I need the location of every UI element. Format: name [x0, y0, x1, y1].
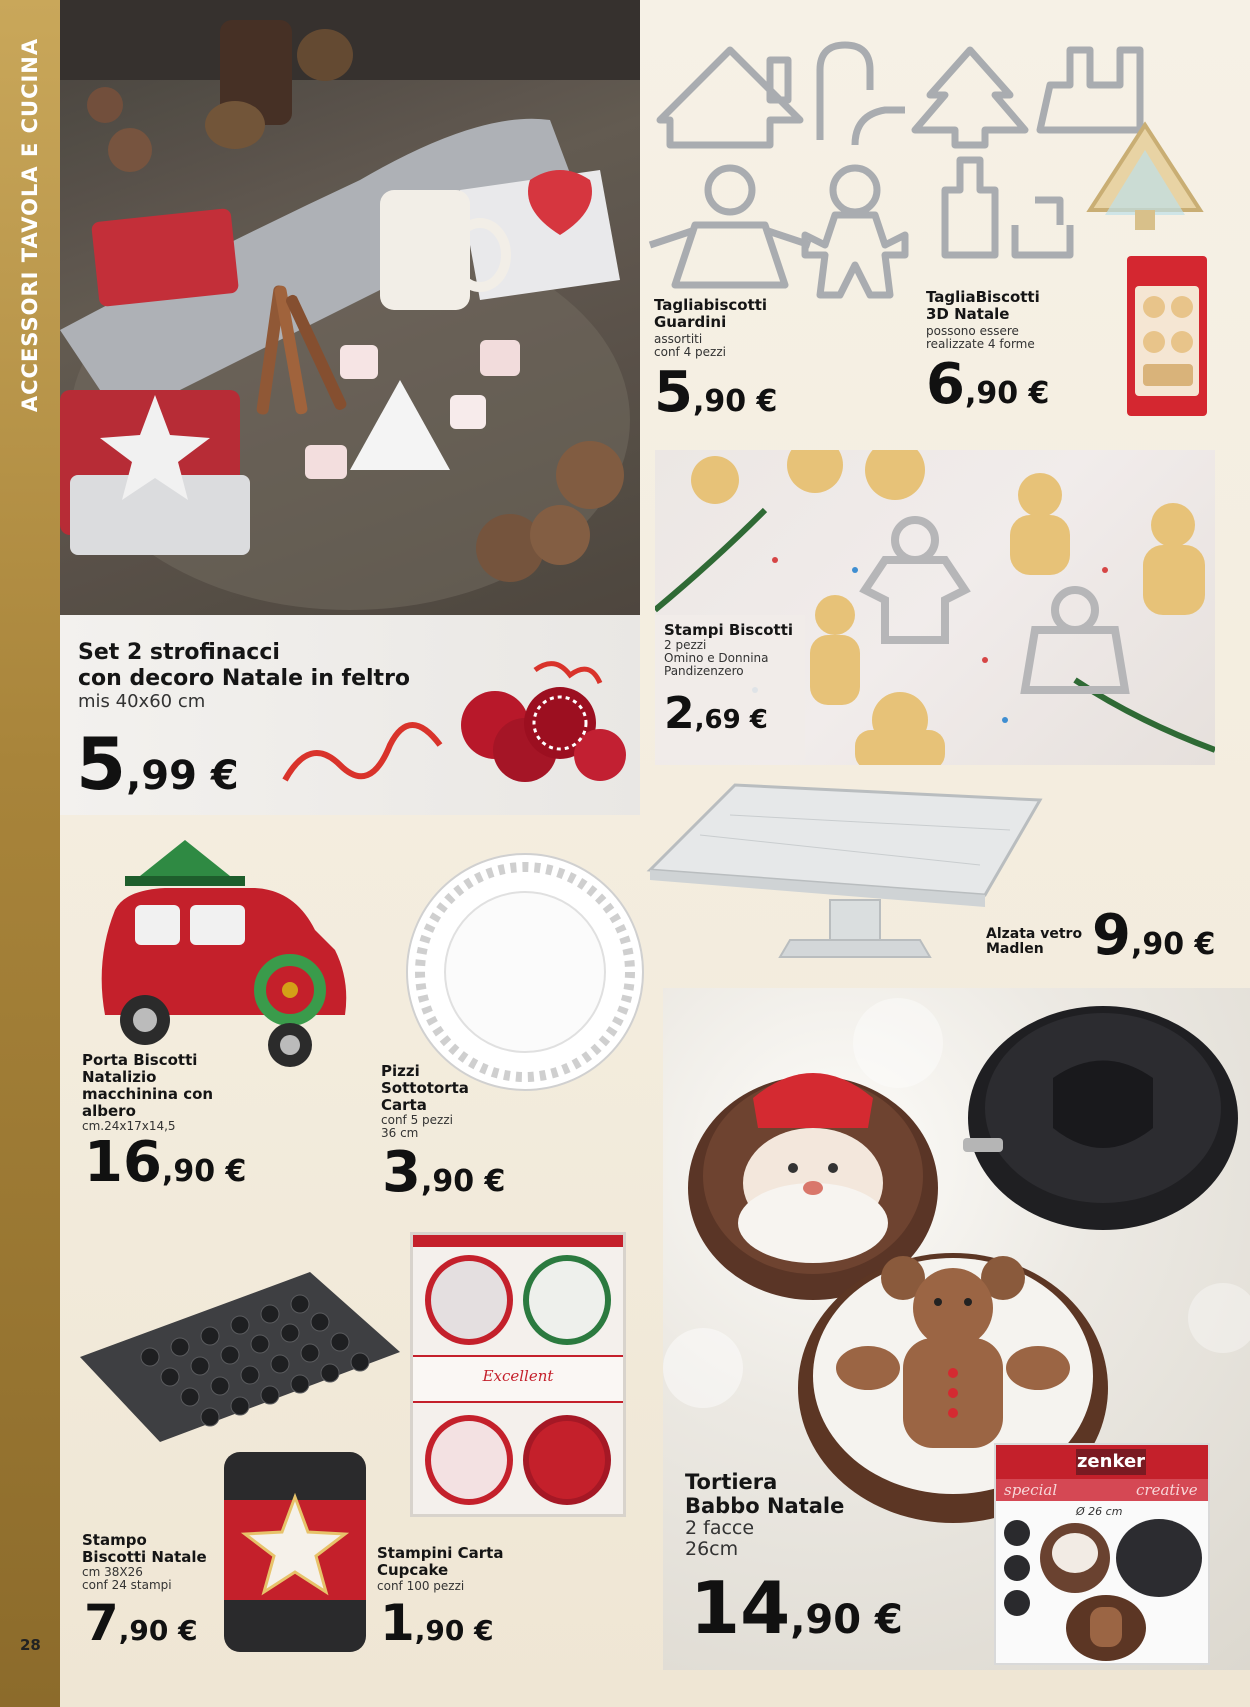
stampo-biscotti-desc	[82, 1566, 172, 1592]
cupcake-desc: conf 100 pezzi	[377, 1579, 465, 1593]
price-decimal: ,90 €	[414, 1614, 494, 1647]
porta-biscotti-name-line: albero	[82, 1102, 136, 1120]
tagliabiscotti-3d-price	[926, 352, 1049, 417]
pizzi-desc-line: 36 cm	[381, 1126, 419, 1140]
strofinacci-name	[78, 640, 410, 692]
tortiera-price	[690, 1566, 903, 1650]
price-integer: 5	[76, 722, 127, 806]
stampi-biscotti-name: Stampi Biscotti	[664, 621, 794, 639]
guardini-name	[654, 297, 767, 331]
tagliabiscotti-3d-desc	[926, 325, 1035, 351]
tortiera-name-line: Tortiera	[685, 1470, 778, 1494]
strofinacci-photo	[60, 0, 640, 615]
price-decimal: ,90 €	[692, 384, 778, 419]
tagliabiscotti-3d-desc-line: possono essere	[926, 324, 1019, 338]
tagliabiscotti-3d-desc-line: realizzate 4 forme	[926, 337, 1035, 351]
price-decimal: ,90 €	[1130, 927, 1216, 962]
price-integer: 2	[664, 688, 695, 739]
tortiera-desc-line: 26cm	[685, 1538, 739, 1560]
price-integer: 1	[380, 1594, 415, 1652]
stampi-biscotti-price	[664, 688, 768, 739]
tagliabiscotti-3d-box	[1127, 256, 1207, 416]
guardini-desc	[654, 333, 726, 359]
price-decimal: ,90 €	[790, 1597, 903, 1643]
price-decimal: ,69 €	[694, 705, 768, 735]
zenker-special: special	[1004, 1481, 1058, 1499]
guardini-desc-line: assortiti	[654, 332, 703, 346]
alzata-name	[986, 927, 1082, 957]
stampo-biscotti-name-line: Biscotti Natale	[82, 1548, 207, 1566]
section-title-text: ACCESSORI TAVOLA E CUCINA	[18, 37, 42, 413]
cupcake-name	[377, 1545, 503, 1579]
alzata-name-line: Alzata vetro	[986, 926, 1083, 942]
porta-biscotti-name	[82, 1052, 213, 1120]
stampo-packaging	[224, 1452, 366, 1652]
stampo-biscotti-desc-line: cm 38X26	[82, 1565, 143, 1579]
tortiera-name-line: Babbo Natale	[685, 1494, 845, 1518]
porta-biscotti-price	[84, 1130, 246, 1195]
porta-biscotti-name-line: Natalizio	[82, 1068, 157, 1086]
porta-biscotti-name-line: macchinina con	[82, 1085, 214, 1103]
cupcake-brand: Excellent	[482, 1367, 554, 1385]
porta-biscotti-photo	[95, 840, 355, 1070]
price-integer: 16	[84, 1130, 162, 1195]
price-integer: 9	[1092, 903, 1131, 968]
price-integer: 3	[382, 1140, 421, 1205]
pizzi-price	[382, 1140, 505, 1205]
tagliabiscotti-3d-name-line: 3D Natale	[926, 305, 1010, 323]
stampi-biscotti-desc-line: Pandizenzero	[664, 664, 744, 678]
porta-biscotti-name-line: Porta Biscotti	[82, 1051, 198, 1069]
price-decimal: ,90 €	[420, 1164, 506, 1199]
price-decimal: ,90 €	[964, 376, 1050, 411]
pizzi-desc-line: conf 5 pezzi	[381, 1113, 453, 1127]
guardini-desc-line: conf 4 pezzi	[654, 345, 726, 359]
cupcake-price	[380, 1594, 494, 1652]
page-number: 28	[20, 1636, 41, 1654]
tortiera-desc	[685, 1518, 754, 1560]
cupcake-name-line: Cupcake	[377, 1561, 449, 1579]
alzata-name-line: Madlen	[986, 941, 1044, 957]
pizzi-name-line: Pizzi	[381, 1062, 420, 1080]
alzata-price	[1092, 903, 1215, 968]
pizzi-name-line: Carta	[381, 1096, 427, 1114]
guardini-name-line: Tagliabiscotti	[654, 296, 768, 314]
zenker-box	[994, 1443, 1210, 1665]
price-decimal: ,90 €	[118, 1614, 198, 1647]
cupcake-name-line: Stampini Carta	[377, 1544, 504, 1562]
stampi-biscotti-desc-line: 2 pezzi	[664, 638, 707, 652]
pizzi-name	[381, 1063, 469, 1114]
price-integer: 7	[84, 1594, 119, 1652]
stampi-biscotti-desc-line: Omino e Donnina	[664, 651, 769, 665]
price-decimal: ,99 €	[126, 753, 239, 799]
price-integer: 14	[690, 1566, 791, 1650]
guardini-price	[654, 360, 777, 425]
stampo-biscotti-name	[82, 1532, 207, 1566]
pizzi-photo	[400, 850, 650, 1095]
strofinacci-name-line: Set 2 strofinacci	[78, 640, 280, 665]
price-integer: 5	[654, 360, 693, 425]
section-title	[0, 0, 60, 450]
tagliabiscotti-3d-name-line: TagliaBiscotti	[926, 288, 1040, 306]
stampo-biscotti-desc-line: conf 24 stampi	[82, 1578, 172, 1592]
cupcake-box	[410, 1232, 626, 1517]
zenker-logo: zenker	[1076, 1449, 1146, 1475]
porta-biscotti-desc: cm.24x17x14,5	[82, 1119, 176, 1133]
pizzi-name-line: Sottotorta	[381, 1079, 469, 1097]
zenker-creative: creative	[1136, 1481, 1198, 1499]
stampo-biscotti-price	[84, 1594, 198, 1652]
strofinacci-price	[76, 722, 239, 806]
zenker-size: Ø 26 cm	[1076, 1505, 1123, 1518]
tortiera-desc-line: 2 facce	[685, 1517, 755, 1539]
price-decimal: ,90 €	[161, 1154, 247, 1189]
stampo-biscotti-photo	[80, 1272, 400, 1452]
stampi-biscotti-desc	[664, 639, 769, 678]
guardini-name-line: Guardini	[654, 313, 727, 331]
strofinacci-desc: mis 40x60 cm	[78, 691, 206, 712]
strofinacci-name-line: con decoro Natale in feltro	[78, 666, 411, 691]
pizzi-desc	[381, 1114, 453, 1140]
price-integer: 6	[926, 352, 965, 417]
tagliabiscotti-3d-name	[926, 289, 1040, 323]
tortiera-name	[685, 1470, 844, 1518]
stampo-biscotti-name-line: Stampo	[82, 1531, 147, 1549]
